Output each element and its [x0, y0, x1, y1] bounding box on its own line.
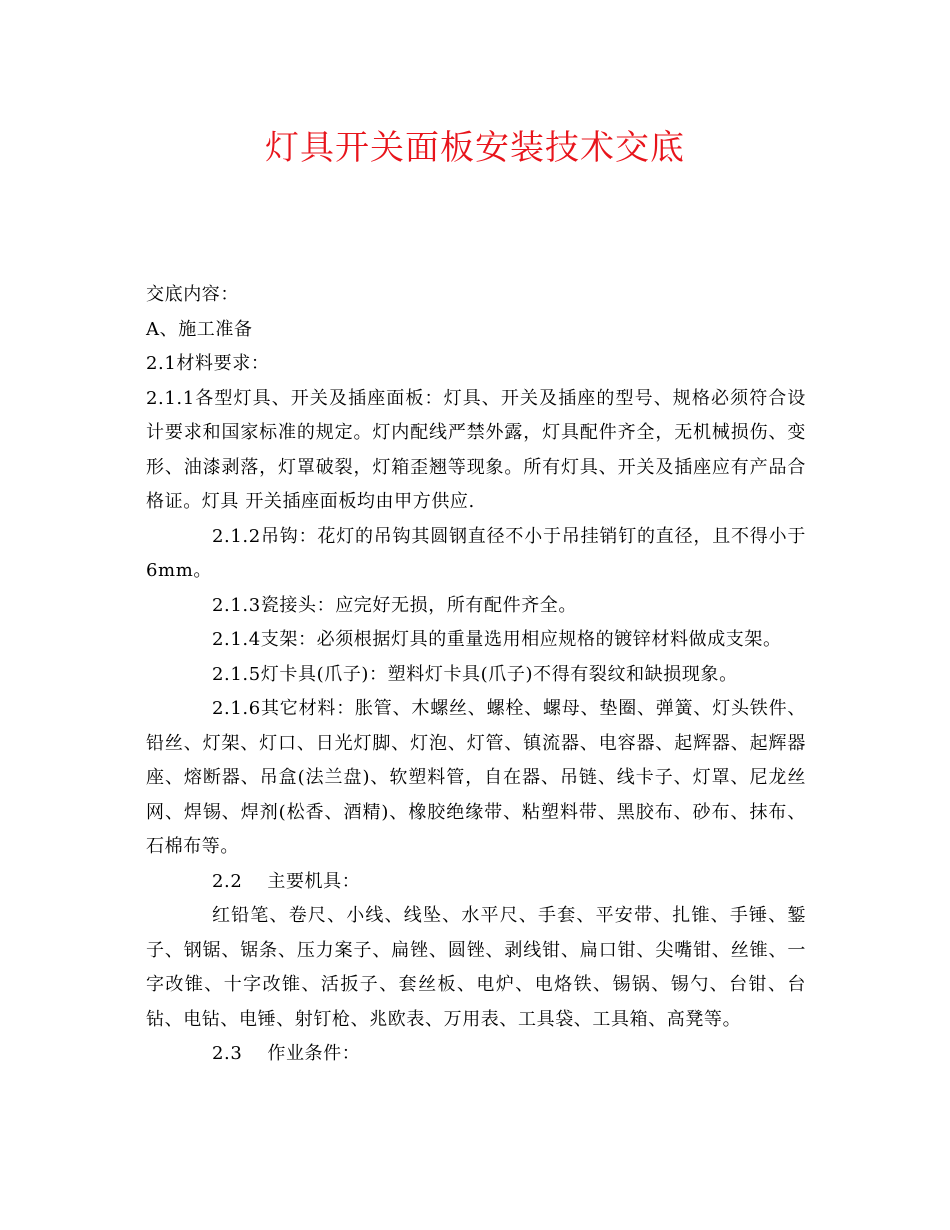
paragraph-2-1-6: 2.1.6其它材料：胀管、木螺丝、螺栓、螺母、垫圈、弹簧、灯头铁件、铅丝、灯架、灯口、日光灯脚、灯泡、灯管、镇流器、电容器、起辉器、起辉器座、熔断器、吊盒(法兰盘)、软塑料管，自在器、吊链、线卡子、灯罩、尼龙丝网、焊锡、焊剂(松香、酒精)、橡胶绝缘带、粘塑料带、黑胶布、砂布、抹布、石棉布等。	[146, 698, 806, 857]
document-body	[146, 278, 806, 1072]
document-title: 灯具开关面板安装技术交底	[265, 128, 685, 168]
paragraph-section-a: A、施工准备	[146, 318, 253, 340]
paragraph-2-1-4: 2.1.4支架：必须根据灯具的重量选用相应规格的镀锌材料做成支架。	[212, 629, 782, 650]
paragraph-2-3-heading: 2.3 作业条件：	[212, 1043, 361, 1064]
paragraph-2-1-1: 2.1.1各型灯具、开关及插座面板：灯具、开关及插座的型号、规格必须符合设计要求和国家标准的规定。灯内配线严禁外露，灯具配件齐全，无机械损伤、变形、油漆剥落，灯罩破裂，灯箱歪翘等现象。所有灯具、开关及插座应有产品合格证。灯具 开关插座面板均由甲方供应.	[146, 387, 806, 512]
paragraph-2-1-5: 2.1.5灯卡具(爪子)：塑料灯卡具(爪子)不得有裂纹和缺损现象。	[212, 663, 738, 685]
paragraph-2-2-heading: 2.2 主要机具：	[212, 870, 361, 892]
paragraph-handover-content: 交底内容：	[146, 284, 239, 305]
paragraph-tools-list: 红铅笔、卷尺、小线、线坠、水平尺、手套、平安带、扎锥、手锤、錾子、钢锯、锯条、压力案子、扁锉、圆锉、剥线钳、扁口钳、尖嘴钳、丝锥、一字改锥、十字改锥、活扳子、套丝板、电炉、电烙铁、锡锅、锡勺、台钳、台钻、电钻、电锤、射钉枪、兆欧表、万用表、工具袋、工具箱、高凳等。	[146, 905, 806, 1030]
paragraph-2-1-3: 2.1.3瓷接头：应完好无损，所有配件齐全。	[212, 594, 577, 616]
paragraph-2-1-2: 2.1.2吊钩：花灯的吊钩其圆钢直径不小于吊挂销钉的直径，且不得小于6mm。	[146, 525, 806, 581]
paragraph-2-1-heading: 2.1材料要求：	[146, 353, 270, 374]
